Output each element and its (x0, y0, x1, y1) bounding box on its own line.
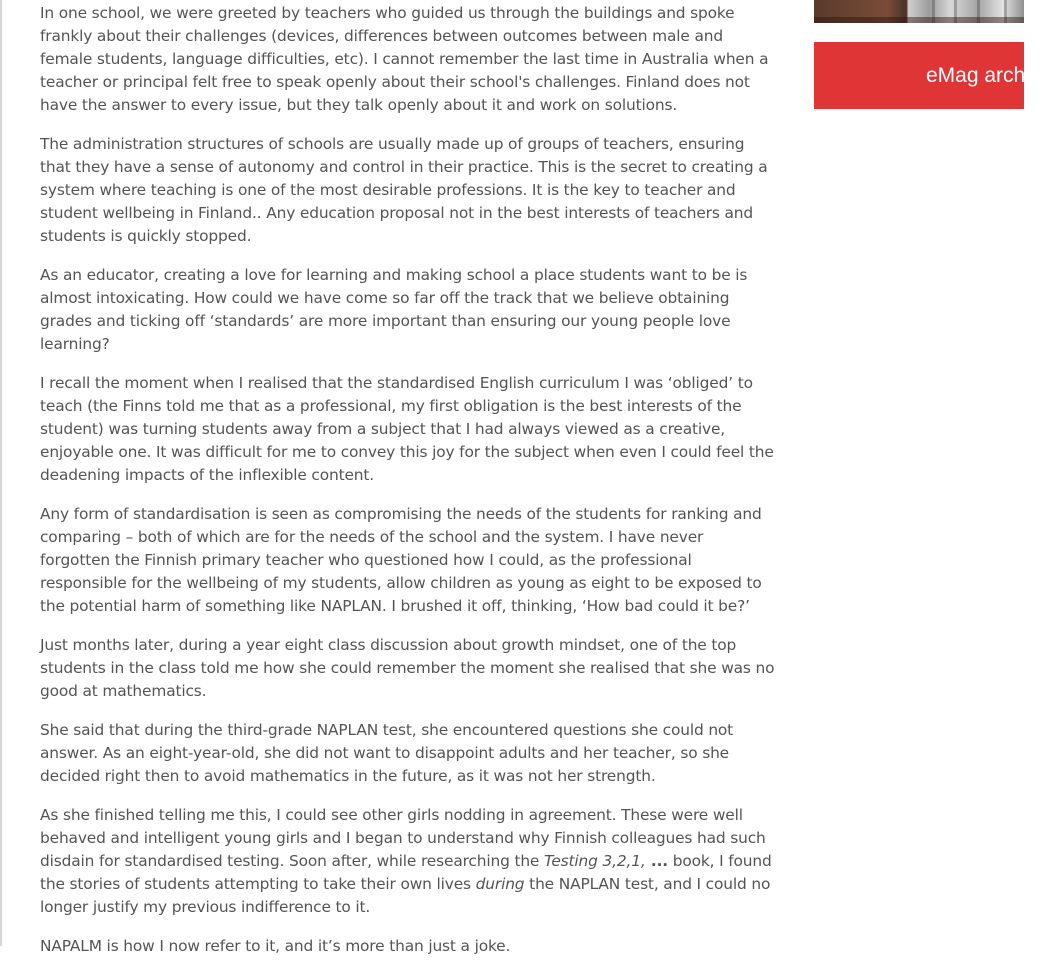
paragraph-8-text-1: As she finished telling me this, I could see other girls nodding in agreement. These were well behaved and intelligent young girls and I began to understand why Finnish colleagues had such disdain for standardised testing. Soon after, while researching the (40, 806, 766, 870)
article-paragraph-1: In one school, we were greeted by teachers who guided us through the buildings and spoke frankly about their challenges (devices, differences between outcomes between male and female students, language difficulties, etc). I cannot remember the last time in Australia when a teacher or principal felt free to speak openly about their school's challenges. Finland does not have the answer to every issue, but they talk openly about it and work on solutions. (40, 4, 769, 114)
book-title-ellipsis: ... (645, 852, 668, 870)
article-paragraph-6: Just months later, during a year eight class discussion about growth mindset, one of the top students in the class told me how she could remember the moment she realised that she was no good at mathematics. (40, 636, 775, 700)
article-paragraph-2: The administration structures of schools are usually made up of groups of teachers, ensuring that they have a sense of autonomy and control in their practice. This is the secret to creating a system where teaching is one of the most desirable professions. It is the key to teacher and student wellbeing in Finland.. Any education proposal not in the best interests of teachers and students is quickly stopped. (40, 135, 768, 245)
paragraph-8-text-3: the NAPLAN test, and I could no longer justify my previous indifference to it. (40, 875, 771, 916)
paragraph-8-text-2: book, I found the stories of students attempting to take their own lives (40, 852, 772, 893)
image-shade (814, 17, 1024, 23)
sidebar-image[interactable] (814, 0, 1024, 23)
article-paragraph-5: Any form of standardisation is seen as compromising the needs of the students for ranking and comparing – both of which are for the needs of the school and the system. I have never forgotten the Finnish primary teacher who questioned how I could, as the professional responsible for the wellbeing of my students, allow children as young as eight to be exposed to the potential harm of something like NAPLAN. I brushed it off, thinking, ‘How bad could it be?’ (40, 505, 762, 615)
article-paragraph-4: I recall the moment when I realised that the standardised English curriculum I was ‘obliged’ to teach (the Finns told me that as a professional, my first obligation is the best interests of the student) was turning students away from a subject that I had always viewed as a creative, enjoyable one. It was difficult for me to convey this joy for the subject when even I could feel the deadening impacts of the inflexible content. (40, 374, 774, 484)
article-paragraph-9: NAPALM is how I now refer to it, and it’s more than just a joke. (40, 937, 511, 955)
article-paragraph-8 (40, 804, 776, 919)
sidebar (814, 0, 1052, 946)
emag-archive-label: eMag archive (926, 64, 1052, 87)
page-left-border (0, 0, 2, 946)
book-title: Testing 3,2,1, (544, 852, 646, 870)
article-body (40, 2, 776, 974)
article-paragraph-7: She said that during the third-grade NAPLAN test, she encountered questions she could not answer. As an eight-year-old, she did not want to disappoint adults and her teacher, so she decided right then to avoid mathematics in the future, as it was not her strength. (40, 721, 734, 785)
emphasis-during: during (475, 875, 525, 893)
article-paragraph-3: As an educator, creating a love for learning and making school a place students want to be is almost intoxicating. How could we have come so far off the track that we believe obtaining grades and ticking off ‘standards’ are more important than ensuring our young people love learning? (40, 266, 748, 353)
emag-archive-button[interactable] (814, 42, 1052, 109)
